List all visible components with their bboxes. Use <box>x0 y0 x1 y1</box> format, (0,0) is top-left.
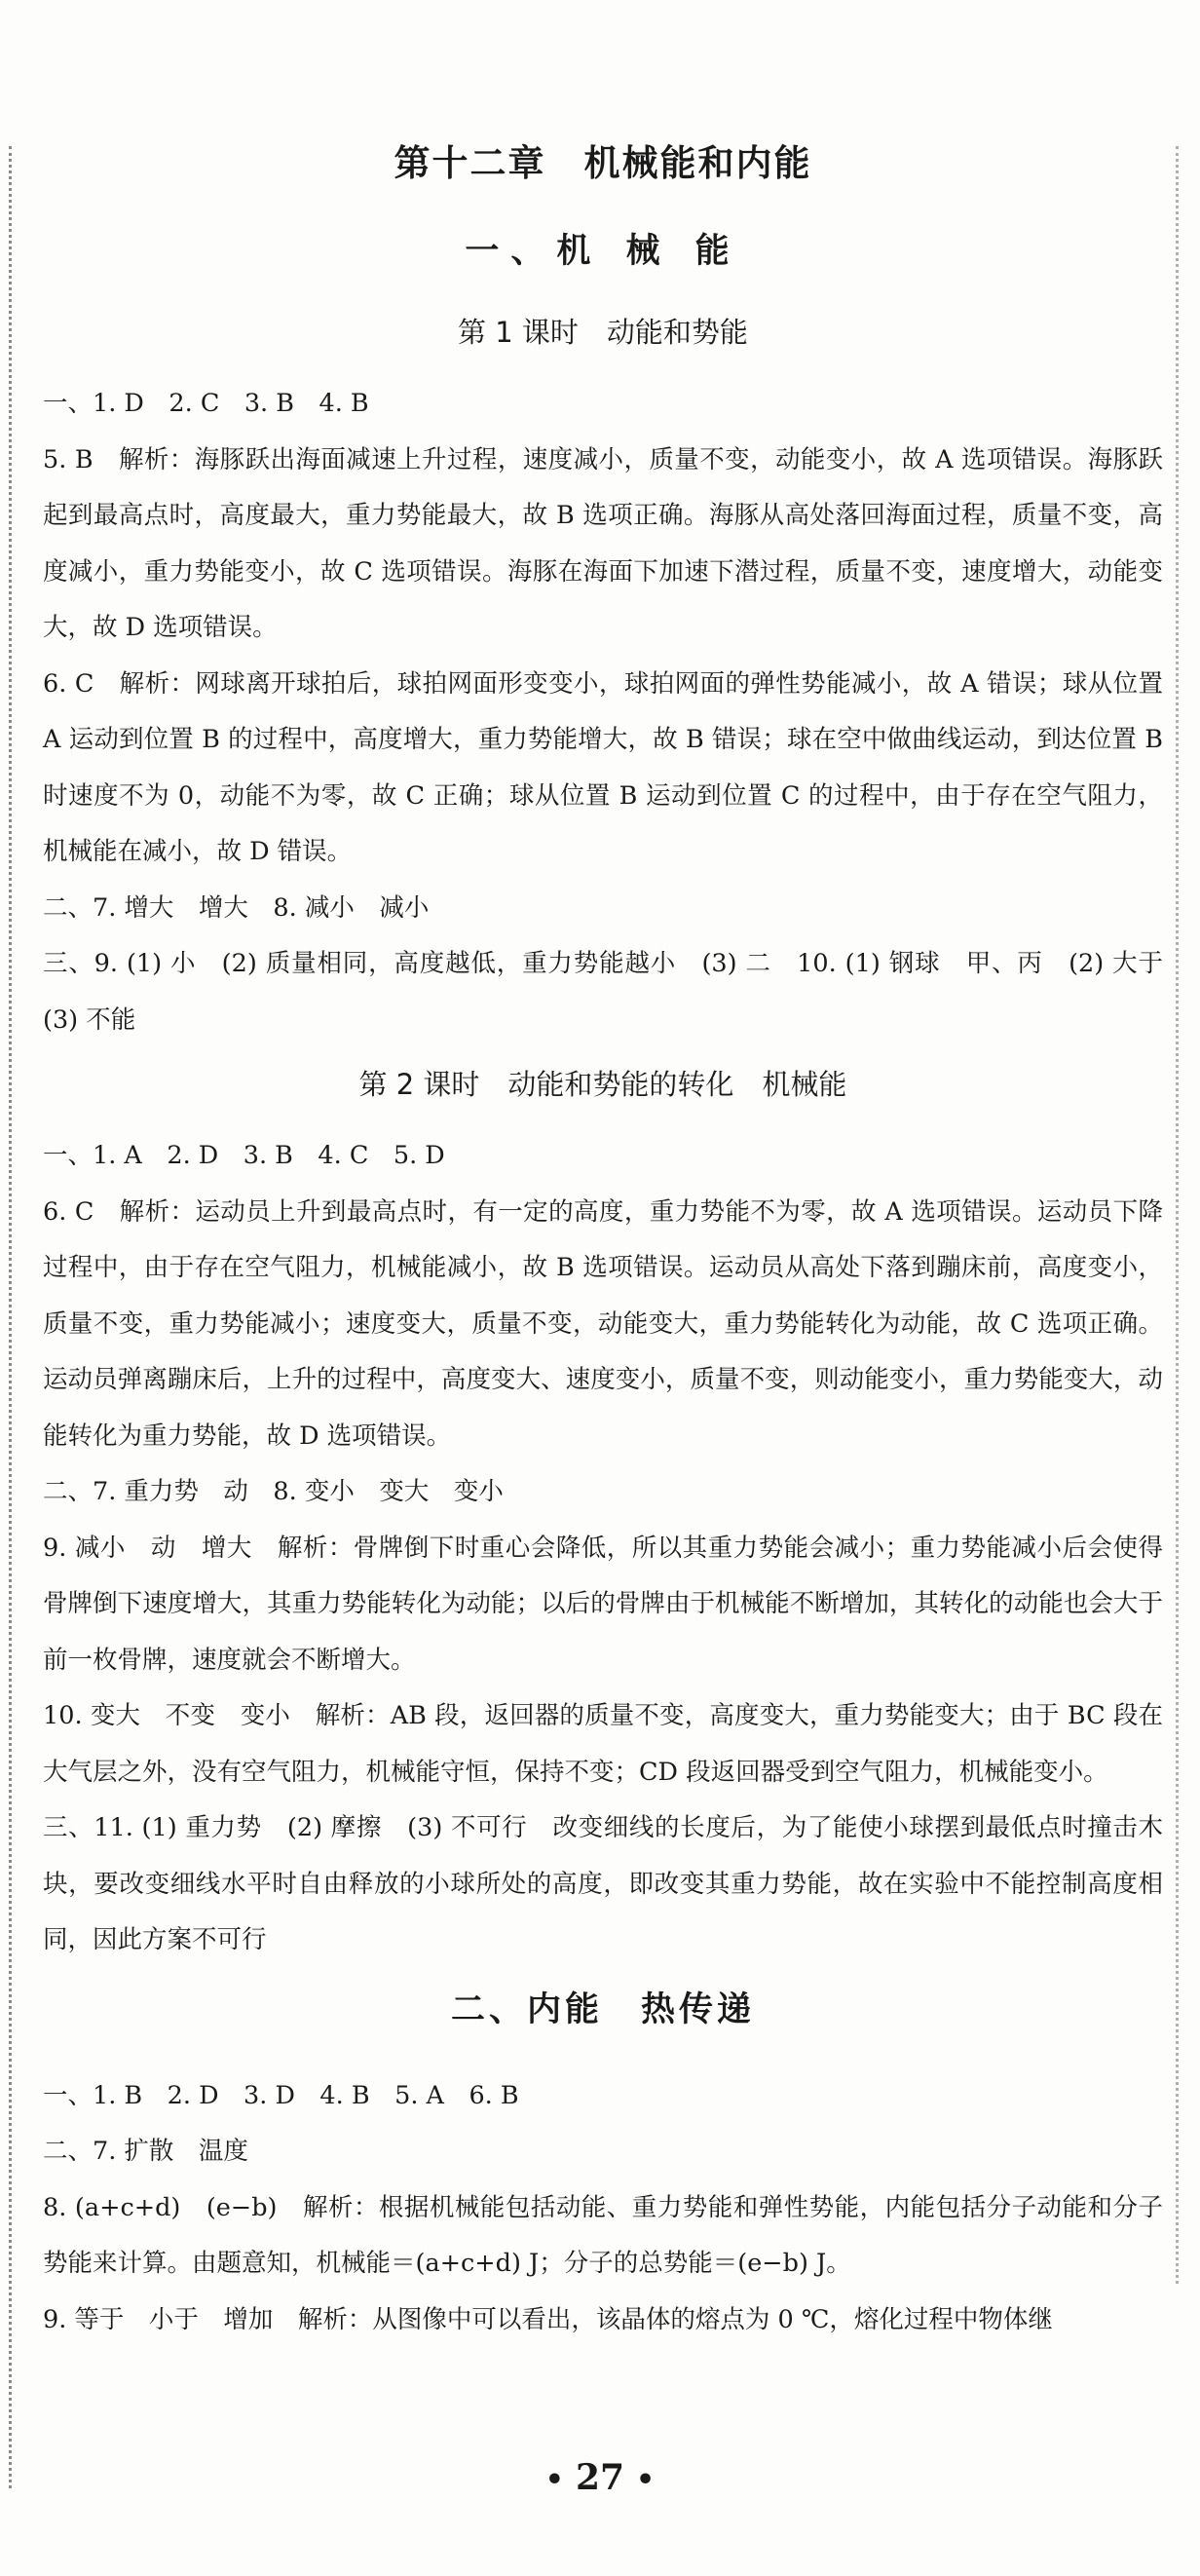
answer-paragraph: 三、11. (1) 重力势 (2) 摩擦 (3) 不可行 改变细线的长度后，为了能使小球摆到最低点时撞击木块，要改变细线水平时自由释放的小球所处的高度，即改变其重力势能，故在实验中不能控制高度相同，因此方案不可行 <box>43 1813 1163 1954</box>
section-title-mechanical-energy: 一、机 械 能 <box>465 232 741 271</box>
page-content <box>43 136 1188 2348</box>
answer-paragraph: 9. 等于 小于 增加 解析：从图像中可以看出，该晶体的熔点为 0 ℃，熔化过程中物体继 <box>43 2304 1053 2334</box>
section-title-internal-energy: 二、内能 热传递 <box>450 1989 755 2029</box>
chapter-title: 第十二章 机械能和内能 <box>394 142 812 184</box>
answer-paragraph: 6. C 解析：网球离开球拍后，球拍网面形变变小，球拍网面的弹性势能减小，故 A 错误；球从位置 A 运动到位置 B 的过程中，高度增大，重力势能增大，故 B 错误；球在空中做曲线运动，到达位置 B 时速度不为 0，动能不为零，故 C 正确；球从位置 B 运动到位置 C 的过程中，由于存在空气阻力，机械能在减小，故 D 错误。 <box>43 668 1163 866</box>
answer-line: 一、1. A 2. D 3. B 4. C 5. D <box>43 1141 445 1170</box>
answer-line: 一、1. D 2. C 3. B 4. B <box>43 389 369 418</box>
page-number <box>0 2457 1200 2498</box>
answer-line: 二、7. 增大 增大 8. 减小 减小 <box>43 892 430 923</box>
lesson-title-2: 第 2 课时 动能和势能的转化 机械能 <box>358 1068 847 1101</box>
answer-paragraph: 三、9. (1) 小 (2) 质量相同，高度越低，重力势能越小 (3) 二 10. (1) 钢球 甲、丙 (2) 大于 (3) 不能 <box>43 949 1188 1035</box>
answer-paragraph: 6. C 解析：运动员上升到最高点时，有一定的高度，重力势能不为零，故 A 选项错误。运动员下降过程中，由于存在空气阻力，机械能减小，故 B 选项错误。运动员从高处下落到蹦床前，高度变小，质量不变，重力势能减小；速度变大，质量不变，动能变大，重力势能转化为动能，故 C 选项正确。运动员弹离蹦床后，上升的过程中，高度变大、速度变小，质量不变，则动能变小，重力势能变大，动能转化为重力势能，故 D 选项错误。 <box>43 1196 1163 1451</box>
binding-dotted-line-left <box>9 146 12 2488</box>
answer-line: 二、7. 扩散 温度 <box>43 2137 248 2166</box>
page-number-dot-left: • <box>544 2463 564 2497</box>
page-number-value: 27 <box>575 2457 625 2498</box>
page-number-dot-right: • <box>636 2463 656 2497</box>
binding-dotted-line-right <box>1176 146 1179 2284</box>
answer-line: 一、1. B 2. D 3. D 4. B 5. A 6. B <box>43 2080 519 2110</box>
answer-paragraph: 10. 变大 不变 变小 解析：AB 段，返回器的质量不变，高度变大，重力势能变大；由于 BC 段在大气层之外，没有空气阻力，机械能守恒，保持不变；CD 段返回器受到空气阻力，机械能变小。 <box>43 1701 1163 1787</box>
answer-paragraph: 8. (a+c+d) (e−b) 解析：根据机械能包括动能、重力势能和弹性势能，内能包括分子动能和分子势能来计算。由题意知，机械能＝(a+c+d) J；分子的总势能＝(e−b) J。 <box>43 2192 1163 2278</box>
answer-paragraph: 9. 减小 动 增大 解析：骨牌倒下时重心会降低，所以其重力势能会减小；重力势能减小后会使得骨牌倒下速度增大，其重力势能转化为动能；以后的骨牌由于机械能不断增加，其转化的动能也会大于前一枚骨牌，速度就会不断增大。 <box>43 1533 1163 1675</box>
answer-paragraph: 5. B 解析：海豚跃出海面减速上升过程，速度减小，质量不变，动能变小，故 A 选项错误。海豚跃起到最高点时，高度最大，重力势能最大，故 B 选项正确。海豚从高处落回海面过程，质量不变，高度减小，重力势能变小，故 C 选项错误。海豚在海面下加速下潜过程，质量不变，速度增大，动能变大，故 D 选项错误。 <box>43 444 1163 642</box>
lesson-title-1: 第 1 课时 动能和势能 <box>458 316 748 349</box>
answer-line: 二、7. 重力势 动 8. 变小 变大 变小 <box>43 1477 504 1506</box>
